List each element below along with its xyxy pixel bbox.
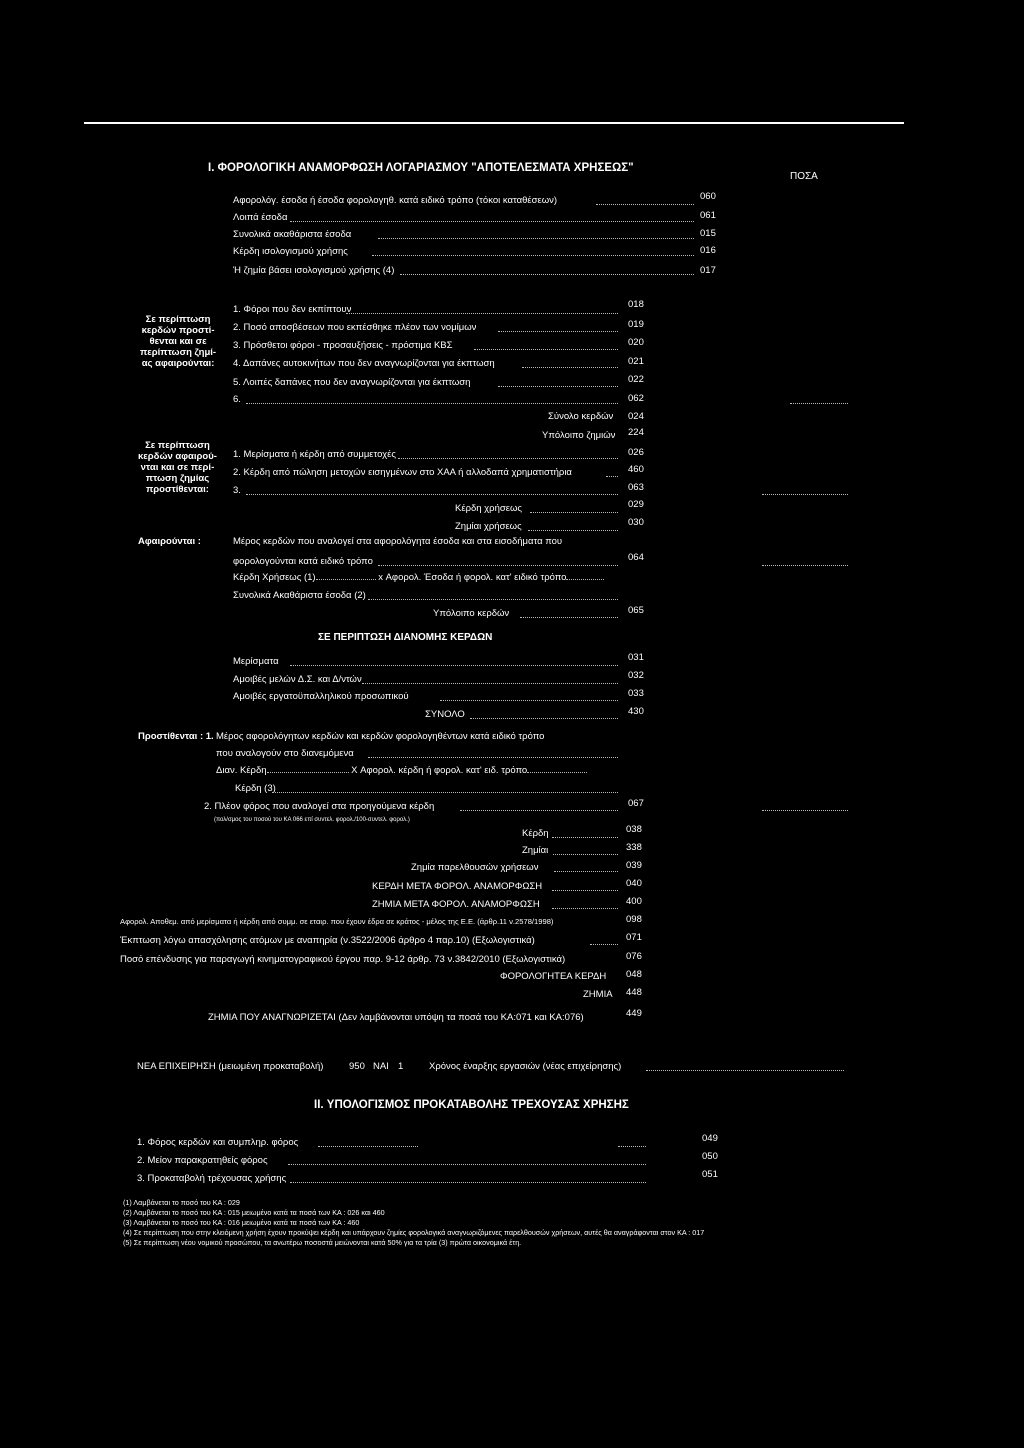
dot-leader <box>474 341 618 350</box>
code-026: 026 <box>628 447 644 458</box>
code-063: 063 <box>628 482 644 493</box>
deduct-line1: Μέρος κερδών που αναλογεί στα αφορολόγητα έσοδα και στα εισοδήματα που <box>233 536 563 547</box>
row-label: 2. Μείον παρακρατηθείς φόρος <box>137 1155 268 1166</box>
plus2-label: 2. Πλέον φόρος που αναλογεί στα προηγούμενα κέρδη <box>204 801 435 812</box>
dot-leader <box>460 802 618 811</box>
code-050: 050 <box>702 1151 718 1162</box>
dot-leader <box>646 1062 844 1071</box>
code-460: 460 <box>628 464 644 475</box>
dot-leader <box>318 1138 418 1147</box>
code-071: 071 <box>626 932 642 943</box>
code-051: 051 <box>702 1169 718 1180</box>
dot-leader <box>606 468 618 477</box>
plus1-line2: που αναλογούν στο διανεμόμενα <box>216 748 354 759</box>
row-label: 6. <box>233 394 241 405</box>
code-029: 029 <box>628 499 644 510</box>
dot-leader <box>554 863 618 872</box>
amount-leader <box>762 486 848 495</box>
dot-leader <box>290 657 618 666</box>
row-label: 4. Δαπάνες αυτοκινήτων που δεν αναγνωρίζονται για έκπτωση <box>233 358 495 369</box>
footnote: (1) Λαμβάνεται το ποσό του ΚΑ : 029 <box>123 1198 240 1207</box>
dot-leader <box>552 829 618 838</box>
code-067: 067 <box>628 798 644 809</box>
row-076-label: Ποσό επένδυσης για παραγωγή κινηματογραφικού έργου παρ. 9-12 άρθρ. 73 ν.3842/2010 (Εξωλογιστικά) <box>120 954 566 965</box>
dot-leader <box>618 1138 646 1147</box>
formula-part: Κέρδη Χρήσεως (1) <box>233 572 316 583</box>
code-098: 098 <box>626 914 642 925</box>
dot-leader <box>498 323 618 332</box>
code-224: 224 <box>628 427 644 438</box>
unrecognized-loss-label: ΖΗΜΙΑ ΠΟΥ ΑΝΑΓΝΩΡΙΖΕΤΑΙ (Δεν λαμβάνονται υπόψη τα ποσά του ΚΑ:071 και ΚΑ:076) <box>208 1012 584 1023</box>
dot-leader <box>596 196 694 205</box>
rest-loss-label: Υπόλοιπο ζημιών <box>542 430 616 441</box>
footnote: (4) Σε περίπτωση που στην κλειόμενη χρήση έχουν προκύψει κέρδη και υπάρχουν ζημίες φορολογικά αναγνωριζόμενες παρελθουσών χρήσεων, αυτές θα αναγράφονται στον ΚΑ : 017 <box>123 1228 705 1237</box>
code-033: 033 <box>628 688 644 699</box>
footnote: (2) Λαμβάνεται το ποσό του ΚΑ : 015 μειωμένο κατά τα ποσά των ΚΑ : 026 και 460 <box>123 1208 385 1217</box>
row-label: ΚΕΡΔΗ ΜΕΤΑ ΦΟΡΟΛ. ΑΝΑΜΟΡΦΩΣΗ <box>372 881 543 892</box>
dot-leader <box>522 359 618 368</box>
row-label: Αμοιβές μελών Δ.Σ. και Δ/ντών <box>233 674 362 685</box>
dot-leader <box>346 305 618 314</box>
row-098-label: Αφορολ. Αποθεμ. από μερίσματα ή κέρδη από συμμ. σε εταιρ. που έχουν έδρα σε κράτος - μέλος της Ε.Ε. (άρθρ.11 ν.2578/1998) <box>120 917 554 926</box>
dot-leader <box>528 522 618 531</box>
footnote: (3) Λαμβάνεται το ποσό του ΚΑ : 016 μειωμένο κατά τα ποσά των ΚΑ : 460 <box>123 1218 360 1227</box>
code-449: 449 <box>626 1008 642 1019</box>
dot-leader <box>470 710 618 719</box>
top-rule <box>84 122 904 124</box>
code-017: 017 <box>700 265 716 276</box>
code-015: 015 <box>700 228 716 239</box>
total-profit-label: Σύνολο κερδών <box>548 411 614 422</box>
dot-leader <box>378 557 618 566</box>
row-label: 3. Προκαταβολή τρέχουσας χρήσης <box>137 1173 287 1184</box>
row-label: Ή ζημία βάσει ισολογισμού χρήσης (4) <box>233 265 395 276</box>
taxable-profit-label: ΦΟΡΟΛΟΓΗΤΕΑ ΚΕΡΔΗ <box>500 971 607 982</box>
code-061: 061 <box>700 210 716 221</box>
code-016: 016 <box>700 245 716 256</box>
code-060: 060 <box>700 191 716 202</box>
new-business-label: ΝΕΑ ΕΠΙΧΕΙΡΗΣΗ (μειωμένη προκαταβολή) <box>137 1061 324 1072</box>
row-label: Λοιπά έσοδα <box>233 212 288 223</box>
deduct-formula-numerator <box>233 572 604 584</box>
code-064: 064 <box>628 552 644 563</box>
code-039: 039 <box>626 860 642 871</box>
dot-leader <box>400 266 694 275</box>
row-label: 1. Φόροι που δεν εκπίπτουν <box>233 304 352 315</box>
formula-part: Διαν. Κέρδη <box>216 765 267 776</box>
rest-profit-label: Υπόλοιπο κερδών <box>433 608 510 619</box>
row-label: 3. <box>233 485 241 496</box>
dot-leader <box>288 1156 646 1165</box>
amounts-header: ΠΟΣΑ <box>790 171 818 182</box>
dot-leader <box>520 609 618 618</box>
code-019: 019 <box>628 319 644 330</box>
code-021: 021 <box>628 356 644 367</box>
row-label: 1. Μερίσματα ή κέρδη από συμμετοχές <box>233 449 396 460</box>
dot-leader <box>290 213 694 222</box>
row-label: Κέρδη ισολογισμού χρήσης <box>233 246 348 257</box>
row-label: Ζημία παρελθουσών χρήσεων <box>411 862 539 873</box>
row-label: 2. Ποσό αποσβέσεων που εκπέσθηκε πλέον των νομίμων <box>233 322 477 333</box>
dot-leader <box>498 378 618 387</box>
side-note-add: Σε περίπτωση κερδών προστί- θενται και σε περίπτωση ζημί- ας αφαιρούνται: <box>140 314 217 369</box>
code-031: 031 <box>628 652 644 663</box>
code-065: 065 <box>628 605 644 616</box>
amount-leader <box>790 395 848 404</box>
row-071-label: Έκπτωση λόγω απασχόλησης ατόμων με αναπηρία (ν.3522/2006 άρθρο 4 παρ.10) (Εξωλογιστικά) <box>120 935 535 946</box>
loss-label: ΖΗΜΙΑ <box>583 989 613 1000</box>
dot-leader <box>368 749 618 758</box>
plus2-note: (πολ/σμος του ποσού του ΚΑ 066 επί συντελ. φορολ./100-συντελ. φορολ.) <box>214 817 410 823</box>
row-label: Συνολικά ακαθάριστα έσοδα <box>233 229 352 240</box>
dot-leader <box>552 882 618 891</box>
dot-leader <box>272 784 618 793</box>
code-950: 950 <box>349 1061 365 1072</box>
code-040: 040 <box>626 878 642 889</box>
code-062: 062 <box>628 393 644 404</box>
dot-leader <box>552 900 618 909</box>
row-label: Ζημίαι <box>522 845 549 856</box>
dot-leader <box>590 936 618 945</box>
side-note-plus: Προστίθενται : 1. <box>138 731 214 742</box>
side-note-deduct: Αφαιρούνται : <box>138 536 201 547</box>
code-049: 049 <box>702 1133 718 1144</box>
footnote: (5) Σε περίπτωση νέου νομικού προσώπου, τα ανωτέρω ποσοστά μειώνονται κατά 50% για τα τρία (3) πρώτα οικονομικά έτη. <box>123 1238 522 1247</box>
dot-leader <box>440 692 618 701</box>
code-400: 400 <box>626 896 642 907</box>
deduct-formula-denominator: Συνολικά Ακαθάριστα έσοδα (2) <box>233 590 366 601</box>
row-label: 3. Πρόσθετοι φόροι - προσαυξήσεις - πρόστιμα ΚΒΣ <box>233 340 453 351</box>
row-label: Αφορολόγ. έσοδα ή έσοδα φορολογηθ. κατά ειδικό τρόπο (τόκοι καταθέσεων) <box>233 195 558 206</box>
formula-part: x Αφορολ. Έσοδα ή φορολ. κατ' ειδικό τρόπο <box>378 572 567 583</box>
row-label: ΣΥΝΟΛΟ <box>425 709 465 720</box>
dot-leader <box>398 450 618 459</box>
dot-leader <box>378 230 694 239</box>
code-048: 048 <box>626 969 642 980</box>
start-year-label: Χρόνος έναρξης εργασιών (νέας επιχείρησης) <box>429 1061 622 1072</box>
dot-leader <box>246 486 618 495</box>
code-448: 448 <box>626 987 642 998</box>
code-430: 430 <box>628 706 644 717</box>
deduct-line2: φορολογούνται κατά ειδικό τρόπο <box>233 556 373 567</box>
plus1-formula-denominator: Κέρδη (3) <box>235 783 276 794</box>
formula-part: X Αφορολ. κέρδη ή φορολ. κατ' ειδ. τρόπο <box>351 765 528 776</box>
dot-leader <box>362 675 618 684</box>
code-038: 038 <box>626 824 642 835</box>
row-label: ΖΗΜΙΑ ΜΕΤΑ ΦΟΡΟΛ. ΑΝΑΜΟΡΦΩΣΗ <box>372 899 540 910</box>
row-label: Μερίσματα <box>233 656 279 667</box>
section1-title: I. ΦΟΡΟΛΟΓΙΚΗ ΑΝΑΜΟΡΦΩΣΗ ΛΟΓΑΡΙΑΣΜΟΥ "ΑΠΟΤΕΛΕΣΜΑΤΑ ΧΡΗΣΕΩΣ" <box>208 162 634 174</box>
row-label: Κέρδη <box>522 828 549 839</box>
dot-leader <box>290 1174 646 1183</box>
dot-leader <box>368 591 618 600</box>
dot-leader <box>246 395 618 404</box>
row-label: Αμοιβές εργατοϋπαλληλικού προσωπικού <box>233 691 409 702</box>
code-022: 022 <box>628 374 644 385</box>
row-label: 1. Φόρος κερδών και συμπληρ. φόρος <box>137 1137 299 1148</box>
dot-leader <box>553 846 618 855</box>
dot-leader <box>530 504 618 513</box>
year-loss-label: Ζημίαι χρήσεως <box>455 521 522 532</box>
year-profit-label: Κέρδη χρήσεως <box>455 503 522 514</box>
code-020: 020 <box>628 337 644 348</box>
code-018: 018 <box>628 299 644 310</box>
side-note-sub: Σε περίπτωση κερδών αφαιρού- νται και σε περί- πτωση ζημίας προστίθενται: <box>138 440 217 495</box>
new-business-num: 1 <box>398 1061 404 1072</box>
new-business-yes: ΝΑΙ <box>373 1061 389 1072</box>
code-032: 032 <box>628 670 644 681</box>
row-label: 5. Λοιπές δαπάνες που δεν αναγνωρίζονται για έκπτωση <box>233 377 471 388</box>
code-338: 338 <box>626 842 642 853</box>
distribution-title: ΣΕ ΠΕΡΙΠΤΩΣΗ ΔΙΑΝΟΜΗΣ ΚΕΡΔΩΝ <box>318 632 493 643</box>
code-076: 076 <box>626 951 642 962</box>
amount-leader <box>762 557 848 566</box>
code-024: 024 <box>628 411 644 422</box>
dot-leader <box>372 247 694 256</box>
amount-leader <box>762 802 848 811</box>
section2-title: II. ΥΠΟΛΟΓΙΣΜΟΣ ΠΡΟΚΑΤΑΒΟΛΗΣ ΤΡΕΧΟΥΣΑΣ ΧΡΗΣΗΣ <box>314 1099 629 1111</box>
code-030: 030 <box>628 517 644 528</box>
row-label: 2. Κέρδη από πώληση μετοχών εισηγμένων στο ΧΑΑ ή αλλοδαπά χρηματιστήρια <box>233 467 572 478</box>
plus1-formula-numerator <box>216 765 587 777</box>
plus1-line1: Μέρος αφορολόγητων κερδών και κερδών φορολογηθέντων κατά ειδικό τρόπο <box>216 731 545 742</box>
